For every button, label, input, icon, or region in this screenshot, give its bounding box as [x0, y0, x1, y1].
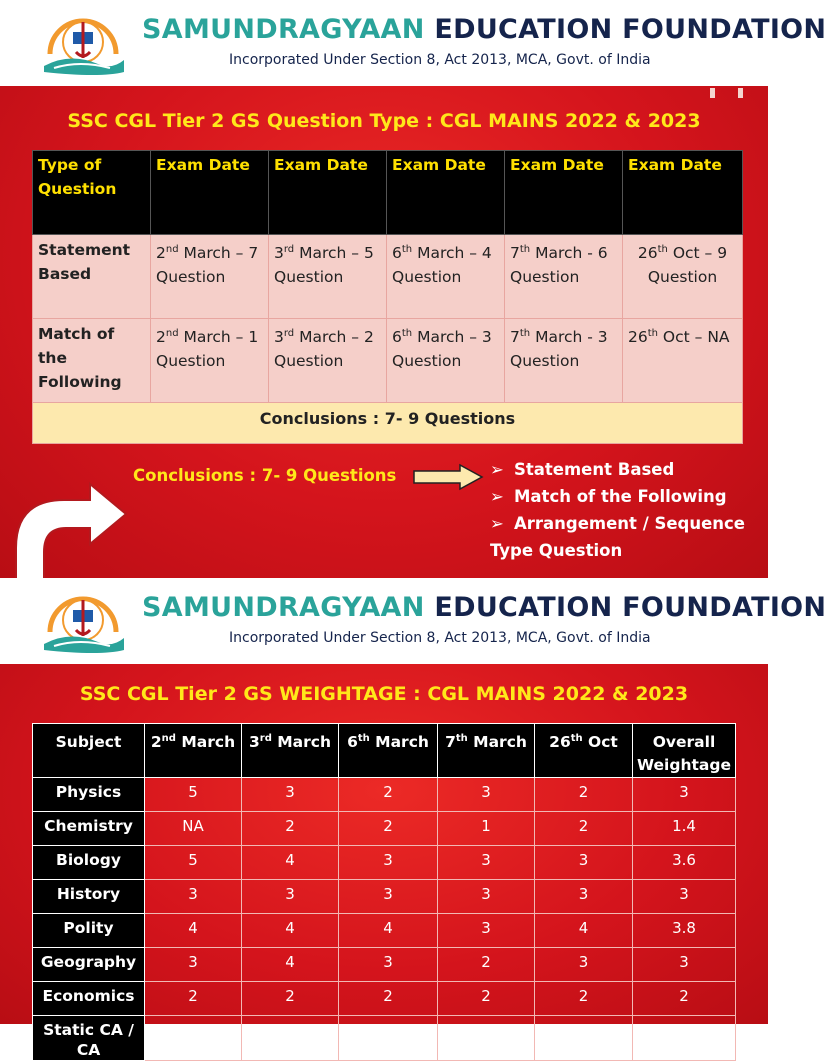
table-row — [33, 914, 736, 948]
table-cell: 1.4 — [633, 812, 736, 846]
column-header: Overall Weightage — [633, 724, 736, 778]
table-row — [33, 982, 736, 1016]
table-cell: 3 — [535, 880, 633, 914]
table-cell: 3.6 — [633, 846, 736, 880]
table-cell: 3 — [145, 948, 242, 982]
table-cell: 2 — [339, 812, 438, 846]
question-type-panel — [0, 86, 768, 578]
table-cell: 7th March - 6 Question — [505, 235, 623, 319]
table-cell: 6th March – 3 Question — [387, 319, 505, 403]
table-row — [33, 319, 743, 403]
table-cell: 2 — [535, 812, 633, 846]
table-cell: 2 — [633, 982, 736, 1016]
table-cell: 3 — [535, 948, 633, 982]
table-row — [33, 778, 736, 812]
table-cell: 2 — [339, 982, 438, 1016]
table-cell: 4 — [242, 948, 339, 982]
curved-arrow-icon — [10, 448, 130, 580]
table-cell: 4 — [535, 914, 633, 948]
table-cell: 5 — [145, 846, 242, 880]
table-cell: 3 — [438, 914, 535, 948]
table-cell: 2 — [535, 778, 633, 812]
table-cell: NA — [145, 812, 242, 846]
table-cell: 3 — [339, 948, 438, 982]
table-cell: 2nd March – 7 Question — [151, 235, 269, 319]
weightage-table — [32, 723, 736, 1061]
subject-cell: Geography — [33, 948, 145, 982]
table-cell: 2 — [438, 982, 535, 1016]
table-cell: 3 — [242, 778, 339, 812]
table-row — [33, 235, 743, 319]
conclusions-row — [33, 403, 743, 444]
subject-cell: Polity — [33, 914, 145, 948]
table-cell: 3 — [242, 880, 339, 914]
table-row — [33, 812, 736, 846]
weightage-panel — [0, 664, 768, 1060]
table-cell: 2 — [242, 812, 339, 846]
column-header: Exam Date — [623, 151, 743, 235]
table-cell: 7th March - 3 Question — [505, 319, 623, 403]
column-header: 2nd March — [145, 724, 242, 778]
right-arrow-icon — [412, 463, 484, 491]
question-type-title: SSC CGL Tier 2 GS Question Type : CGL MAINS 2022 & 2023 — [67, 110, 701, 132]
table-cell: 1 — [438, 812, 535, 846]
table-header-row — [33, 151, 743, 235]
table-cell: 4 — [145, 914, 242, 948]
header-top — [0, 0, 826, 86]
org-name-part2: EDUCATION FOUNDATION — [434, 592, 826, 623]
anchor-book-emblem-icon — [40, 586, 126, 658]
subject-cell: Physics — [33, 778, 145, 812]
column-header: 6th March — [339, 724, 438, 778]
org-name-part2: EDUCATION FOUNDATION — [434, 14, 826, 45]
table-cell: 3 — [339, 846, 438, 880]
row-label: Match of the Following — [33, 319, 151, 403]
table-cell: 3 — [438, 846, 535, 880]
table-cell: 3rd March – 5 Question — [269, 235, 387, 319]
table-cell: 3rd March – 2 Question — [269, 319, 387, 403]
bullet-tail: Type Question — [490, 541, 623, 560]
column-header: Subject — [33, 724, 145, 778]
column-header: 7th March — [438, 724, 535, 778]
subject-cell: Chemistry — [33, 812, 145, 846]
table-cell: 2nd March – 1 Question — [151, 319, 269, 403]
table-cell: 3 — [633, 948, 736, 982]
table-cell: 4 — [339, 914, 438, 948]
table-row — [33, 880, 736, 914]
table-cell: 3.4 — [633, 1016, 736, 1061]
anchor-book-emblem-icon — [40, 8, 126, 80]
table-cell: 6th March – 4 Question — [387, 235, 505, 319]
table-cell: 2 — [145, 1016, 242, 1061]
table-row — [33, 948, 736, 982]
table-cell: 3.8 — [633, 914, 736, 948]
org-name-part1: SAMUNDRAGYAAN — [142, 14, 425, 45]
table-cell: 3 — [339, 880, 438, 914]
table-cell: 3 — [535, 846, 633, 880]
table-cell: 2 — [145, 982, 242, 1016]
org-subtitle: Incorporated Under Section 8, Act 2013, MCA, Govt. of India — [229, 52, 651, 68]
column-header: Exam Date — [151, 151, 269, 235]
table-header-row — [33, 724, 736, 778]
org-name — [142, 14, 826, 45]
bullet-item: ➢ Statement Based — [490, 456, 745, 483]
table-cell: 2 — [535, 982, 633, 1016]
header-bottom — [0, 578, 826, 664]
column-header: 26th Oct — [535, 724, 633, 778]
table-cell: 5 — [145, 778, 242, 812]
subject-cell: Economics — [33, 982, 145, 1016]
table-cell: 5 — [535, 1016, 633, 1061]
decor-mark — [710, 88, 715, 98]
bullet-arrow-icon: ➢ — [490, 514, 504, 533]
table-cell: 4 — [242, 846, 339, 880]
conclusions-label: Conclusions : 7- 9 Questions — [133, 466, 397, 485]
table-row — [33, 846, 736, 880]
table-cell: 2 — [242, 982, 339, 1016]
table-cell: 26th Oct – NA — [623, 319, 743, 403]
weightage-title: SSC CGL Tier 2 GS WEIGHTAGE : CGL MAINS 2022 & 2023 — [79, 683, 689, 705]
table-cell: 2 — [438, 948, 535, 982]
table-cell: 3 — [438, 880, 535, 914]
row-label: Statement Based — [33, 235, 151, 319]
table-cell: 4 — [339, 1016, 438, 1061]
table-cell: 4 — [242, 914, 339, 948]
table-cell: 5 — [438, 1016, 535, 1061]
conclusions-cell: Conclusions : 7- 9 Questions — [33, 403, 743, 444]
table-cell: 3 — [633, 778, 736, 812]
table-cell: 3 — [145, 880, 242, 914]
column-header: Exam Date — [269, 151, 387, 235]
table-cell: 3 — [438, 778, 535, 812]
table-cell: 3 — [633, 880, 736, 914]
conclusion-bullets — [490, 456, 745, 564]
subject-cell: Biology — [33, 846, 145, 880]
bullet-item: ➢ Match of the Following — [490, 483, 745, 510]
column-header: Exam Date — [387, 151, 505, 235]
subject-cell: History — [33, 880, 145, 914]
column-header: Type of Question — [33, 151, 151, 235]
table-cell: 1 — [242, 1016, 339, 1061]
subject-cell: Static CA / CA — [33, 1016, 145, 1061]
bullet-arrow-icon: ➢ — [490, 487, 504, 506]
bullet-item: ➢ Arrangement / Sequence — [490, 510, 745, 537]
org-name-part1: SAMUNDRAGYAAN — [142, 592, 425, 623]
bullet-arrow-icon: ➢ — [490, 460, 504, 479]
table-cell: 2 — [339, 778, 438, 812]
question-type-table — [32, 150, 743, 444]
org-subtitle: Incorporated Under Section 8, Act 2013, MCA, Govt. of India — [229, 630, 651, 646]
table-row — [33, 1016, 736, 1061]
column-header: 3rd March — [242, 724, 339, 778]
org-name — [142, 592, 826, 623]
table-cell: 26th Oct – 9 Question — [623, 235, 743, 319]
column-header: Exam Date — [505, 151, 623, 235]
decor-mark — [738, 88, 743, 98]
